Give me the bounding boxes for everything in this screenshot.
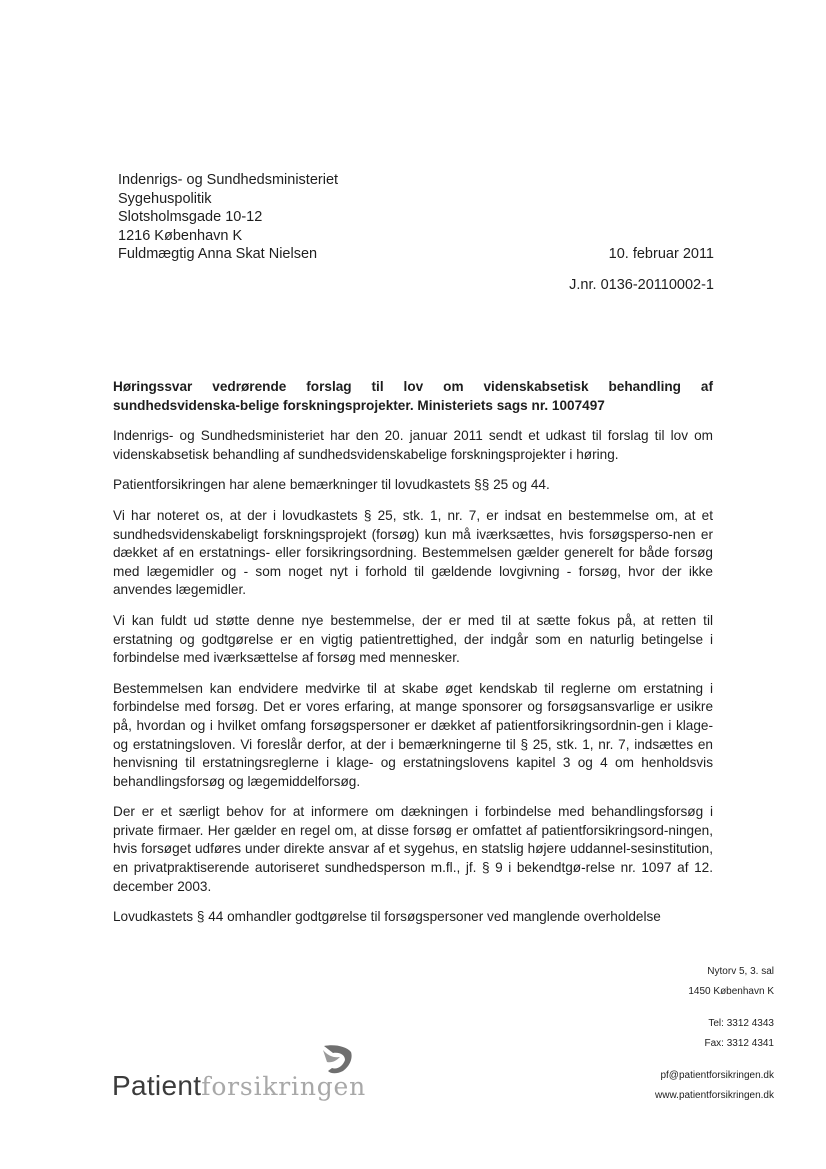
letter-subject: Høringssvar vedrørende forslag til lov om videnskabsetisk behandling af sundhedsvidenska-belige forskningsprojekter. Ministeriets sags nr. 1007497: [113, 379, 713, 413]
recipient-line: Fuldmægtig Anna Skat Nielsen: [118, 246, 318, 263]
logo-part-2: forsikringen: [201, 1072, 367, 1101]
journal-number: J.nr. 0136-20110002-1: [569, 277, 714, 293]
recipient-address: [118, 171, 338, 264]
body-paragraph: Patientforsikringen har alene bemærkninger til lovudkastets §§ 25 og 44.: [113, 477, 550, 493]
body-paragraph: Vi har noteret os, at der i lovudkastets § 25, stk. 1, nr. 7, er indsat en bestemmelse om, at et sundhedsvidenskabeligt forskningsprojekt (forsøg) kun må iværksættes, hvis forsøgsperso-nen er dækket af en erstatnings- eller forsikringsordning. Bestemmelsen gælder generelt for både forsøg med lægemidler og - som noget nyt i forhold til gældende lovgivning - forsøg, hvor der ikke anvendes lægemidler.: [113, 507, 713, 598]
logo-wordmark: [112, 1070, 366, 1102]
recipient-line: 1216 København K: [118, 227, 243, 244]
body-paragraph: Der er et særligt behov for at informere om dækningen i forbindelse med behandlingsforsøg i private firmaer. Her gælder en regel om, at disse forsøg er omfattet af patientforsikringsord-ningen, hvis forsøget udføres under direkte ansvar af et sygehus, en statslig højere uddannel-sesinstitution, en privatpraktiserende autoriseret sundhedsperson m.fl., jf. § 9 i bekendtgø-relse nr. 1097 af 12. december 2003.: [113, 804, 713, 894]
recipient-line: Slotsholmsgade 10-12: [118, 209, 263, 226]
company-logo: [112, 1044, 402, 1104]
body-paragraph: Lovudkastets § 44 omhandler godtgørelse til forsøgspersoner ved manglende overholdelse: [113, 909, 661, 925]
contact-block: [514, 962, 774, 1106]
body-paragraph: Indenrigs- og Sundhedsministeriet har den 20. januar 2011 sendt et udkast til forslag til lov om videnskabsetisk behandling af sundhedsvidenskabelige forskningsprojekter i høring.: [113, 428, 713, 462]
contact-fax: Fax: 3312 4341: [704, 1038, 774, 1049]
letter-date: 10. februar 2011: [608, 246, 714, 262]
body-paragraph: Vi kan fuldt ud støtte denne nye bestemmelse, der er med til at sætte fokus på, at retten til erstatning og godtgørelse er en vigtig patientrettighed, der indgår som en naturlig betingelse i forbindelse med iværksættelse af forsøg med mennesker.: [113, 612, 713, 666]
logo-part-1: Patient: [112, 1070, 202, 1101]
contact-tel: Tel: 3312 4343: [708, 1018, 774, 1029]
contact-street: Nytorv 5, 3. sal: [707, 966, 774, 977]
contact-web[interactable]: www.patientforsikringen.dk: [655, 1090, 774, 1101]
recipient-line: Indenrigs- og Sundhedsministeriet: [118, 172, 339, 188]
recipient-line: Sygehuspolitik: [118, 190, 212, 207]
body-paragraph: Bestemmelsen kan endvidere medvirke til at skabe øget kendskab til reglerne om erstatning i forbindelse med forsøg. Det er vores erfaring, at mange sponsorer og forsøgsansvarlige er usikre på, hvordan og i hvilket omfang forsøgspersoner er dækket af patientforsikringsordnin-gen i klage- og erstatningsloven. Vi foreslår derfor, at der i bemærkningerne til § 25, stk. 1, nr. 7, indsættes en henvisning til erstatningsreglerne i klage- og erstatningslovens kapitel 3 og 4 om henholdsvis behandlingsforsøg og lægemiddelforsøg.: [113, 680, 713, 789]
contact-email[interactable]: pf@patientforsikringen.dk: [660, 1070, 774, 1081]
contact-city: 1450 København K: [688, 986, 774, 997]
letter-body: [113, 378, 713, 939]
